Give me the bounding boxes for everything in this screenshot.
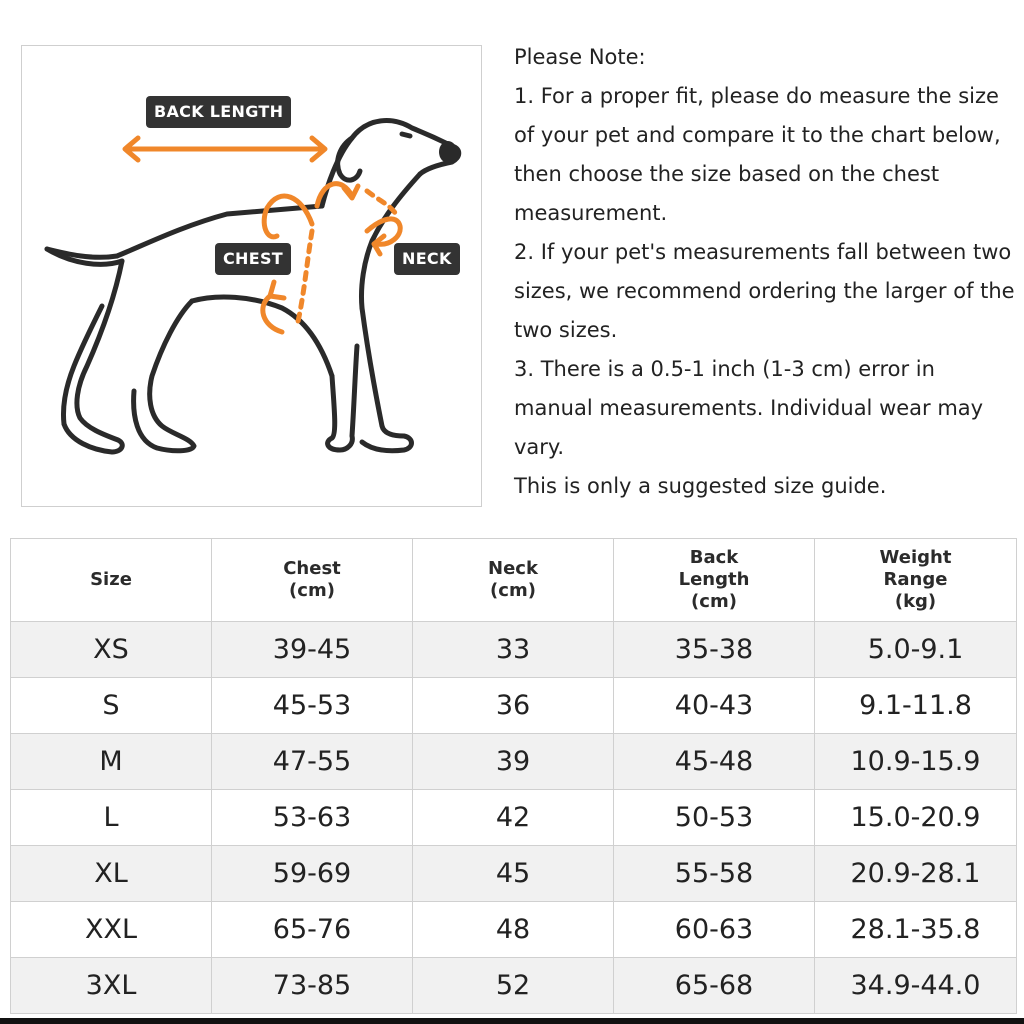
cell-size: L [11,790,212,846]
table-row [11,958,1017,1014]
table-header-row [11,539,1017,622]
header-neck: Neck (cm) [413,539,614,622]
header-back-length: Back Length (cm) [614,539,815,622]
cell-weight: 20.9-28.1 [815,846,1017,902]
cell-neck: 48 [413,902,614,958]
header-chest: Chest (cm) [212,539,413,622]
cell-neck: 39 [413,734,614,790]
note-item-1: 1. For a proper fit, please do measure the size of your pet and compare it to the chart below, then choose the size based on the chest measurement. [514,84,1001,225]
chest-arrow [264,196,312,237]
table-row [11,790,1017,846]
cell-back-length: 55-58 [614,846,815,902]
notes-panel [514,38,1019,506]
cell-weight: 9.1-11.8 [815,678,1017,734]
cell-neck: 45 [413,846,614,902]
cell-weight: 15.0-20.9 [815,790,1017,846]
cell-weight: 28.1-35.8 [815,902,1017,958]
cell-neck: 52 [413,958,614,1014]
cell-size: XL [11,846,212,902]
header-weight-range: Weight Range (kg) [815,539,1017,622]
header-size: Size [11,539,212,622]
cell-weight: 5.0-9.1 [815,622,1017,678]
back-length-label: BACK LENGTH [146,96,291,128]
cell-chest: 53-63 [212,790,413,846]
size-chart-table [10,538,1017,1014]
cell-chest: 39-45 [212,622,413,678]
notes-heading: Please Note: [514,45,646,69]
cell-size: XXL [11,902,212,958]
note-item-3: 3. There is a 0.5-1 inch (1-3 cm) error in manual measurements. Individual wear may vary. [514,357,984,459]
cell-chest: 73-85 [212,958,413,1014]
cell-back-length: 65-68 [614,958,815,1014]
nose-icon [439,141,457,163]
cell-neck: 42 [413,790,614,846]
cell-neck: 33 [413,622,614,678]
table-row [11,622,1017,678]
cell-back-length: 35-38 [614,622,815,678]
cell-weight: 10.9-15.9 [815,734,1017,790]
dog-outline [47,121,459,452]
cell-size: S [11,678,212,734]
table-row [11,846,1017,902]
bottom-edge-bar [0,1018,1024,1024]
cell-weight: 34.9-44.0 [815,958,1017,1014]
cell-size: 3XL [11,958,212,1014]
table-row [11,734,1017,790]
cell-size: M [11,734,212,790]
neck-label: NECK [394,243,460,275]
cell-neck: 36 [413,678,614,734]
notes-footer: This is only a suggested size guide. [514,474,887,498]
cell-chest: 59-69 [212,846,413,902]
cell-chest: 65-76 [212,902,413,958]
cell-size: XS [11,622,212,678]
table-row [11,678,1017,734]
table-row [11,902,1017,958]
measurement-illustration [21,45,482,507]
cell-back-length: 50-53 [614,790,815,846]
cell-chest: 47-55 [212,734,413,790]
cell-back-length: 60-63 [614,902,815,958]
note-item-2: 2. If your pet's measurements fall between two sizes, we recommend ordering the larger of the two sizes. [514,240,1015,342]
cell-back-length: 45-48 [614,734,815,790]
cell-back-length: 40-43 [614,678,815,734]
chest-label: CHEST [215,243,291,275]
cell-chest: 45-53 [212,678,413,734]
